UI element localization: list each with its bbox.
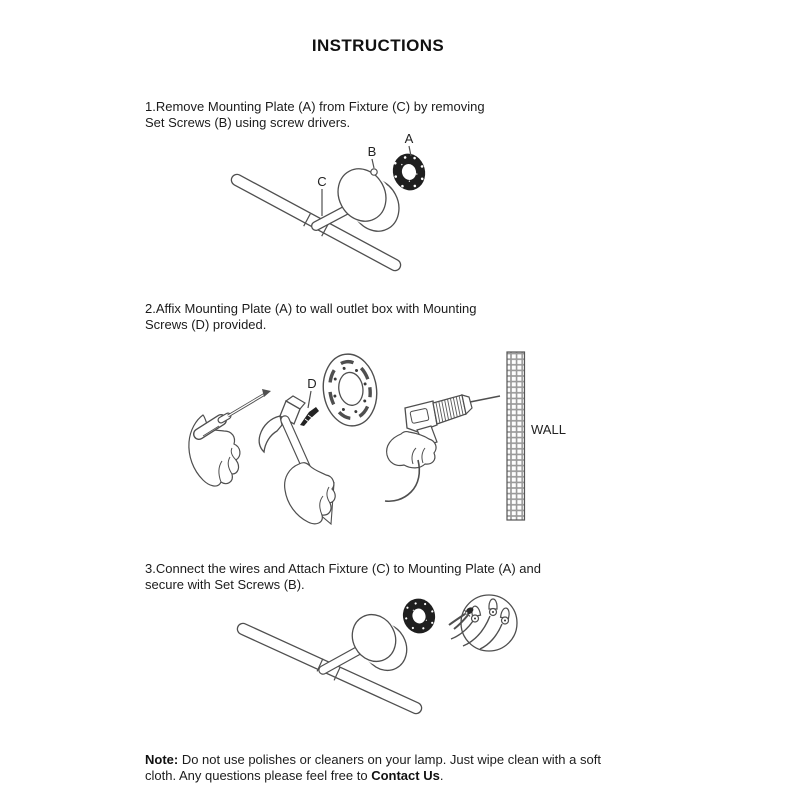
step2-line1: 2.Affix Mounting Plate (A) to wall outlet box with Mounting (145, 301, 477, 316)
step1-diagram-fixture-exploded (222, 126, 457, 286)
step1-line1: 1.Remove Mounting Plate (A) from Fixture (C) by removing (145, 99, 485, 114)
note-label: Note: (145, 752, 179, 767)
label-a: A (404, 131, 414, 146)
page-title: INSTRUCTIONS (311, 36, 445, 55)
mounting-plate-illustration (399, 595, 439, 637)
mounting-screw-callout (300, 376, 319, 426)
label-d: D (307, 376, 317, 391)
step3-diagram-attach-fixture (235, 588, 535, 718)
wiring-detail-bubble (449, 595, 517, 651)
contact-us-link[interactable]: Contact Us (371, 768, 440, 783)
label-b: B (367, 144, 377, 159)
hand-drill-illustration (385, 395, 500, 501)
step2-diagram-tools-and-wall (175, 348, 575, 548)
drill-bit (470, 396, 500, 402)
label-d-leader-line (308, 391, 311, 408)
step3-line2: secure with Set Screws (B). (145, 577, 305, 592)
step1-line2: Set Screws (B) using screw drivers. (145, 115, 351, 130)
step3-line1: 3.Connect the wires and Attach Fixture (C) to Mounting Plate (A) and (145, 561, 541, 576)
label-c: C (317, 174, 327, 189)
wall-illustration (507, 352, 566, 520)
mounting-plate-front-illustration (319, 351, 382, 430)
label-b-leader-line (372, 159, 374, 168)
note-period: . (439, 768, 444, 783)
hand-hammer-illustration (259, 396, 335, 524)
wall-label: WALL (531, 422, 566, 437)
hand-screwdriver-illustration (189, 389, 271, 486)
set-screw-illustration (371, 169, 377, 175)
step2-text (145, 301, 476, 333)
step2-line2: Screws (D) provided. (145, 317, 267, 332)
footer-note (145, 752, 623, 784)
wire-connector-illustration (489, 599, 497, 616)
mounting-plate-illustration (389, 150, 429, 194)
note-text: Do not use polishes or cleaners on your lamp. Just wipe clean with a soft cloth. Any questions please feel free to (145, 752, 601, 783)
